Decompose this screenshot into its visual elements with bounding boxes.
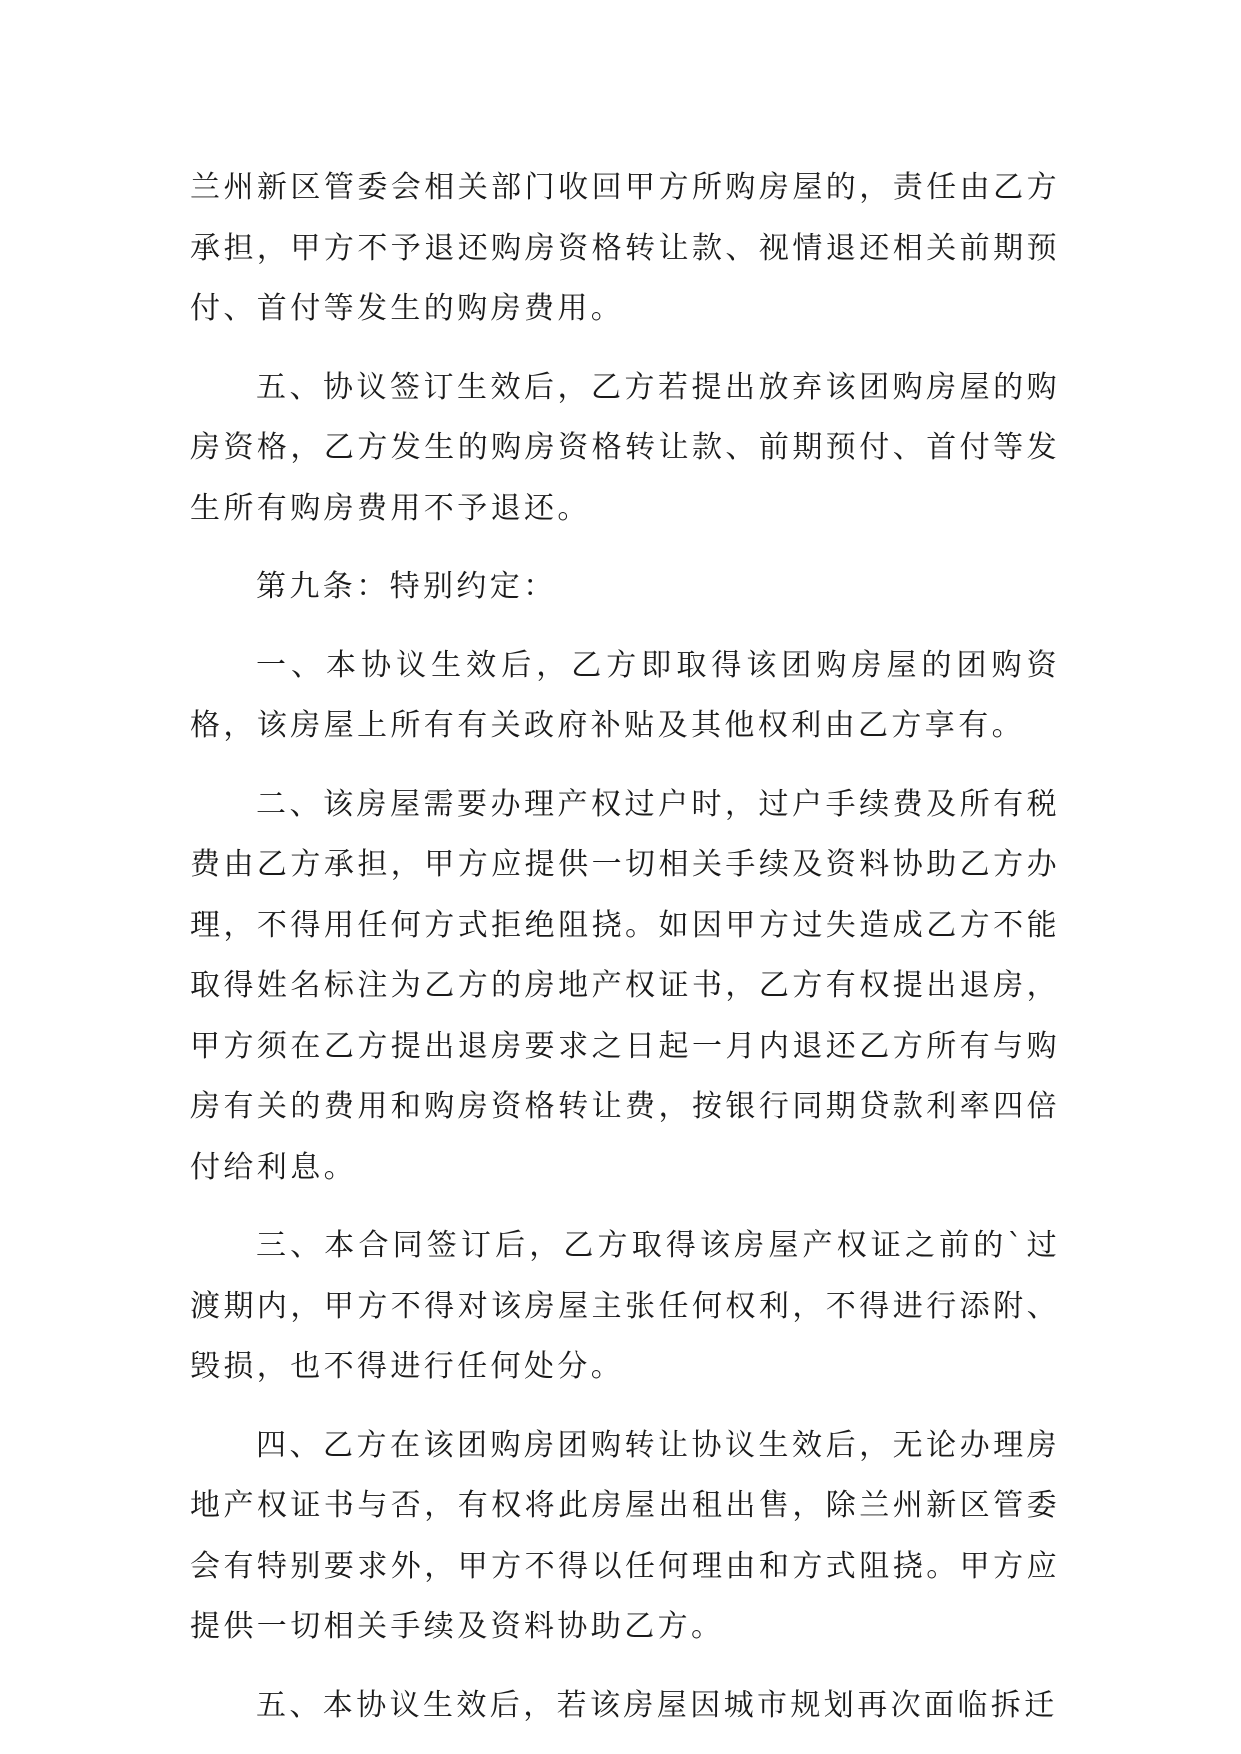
paragraph-clause-5-waiver: 五、协议签订生效后，乙方若提出放弃该团购房屋的购房资格，乙方发生的购房资格转让款、前期预付、首付等发生所有购房费用不予退还。 bbox=[190, 369, 1060, 526]
article-9-heading: 第九条：特别约定： bbox=[256, 569, 557, 604]
paragraph-clause-4: 四、乙方在该团购房团购转让协议生效后，无论办理房地产权证书与否，有权将此房屋出租出售，除兰州新区管委会有特别要求外，甲方不得以任何理由和方式阻挠。甲方应提供一切相关手续及资料协助乙方。 bbox=[190, 1427, 1060, 1644]
paragraph-continuation: 兰州新区管委会相关部门收回甲方所购房屋的，责任由乙方承担，甲方不予退还购房资格转让款、视情退还相关前期预付、首付等发生的购房费用。 bbox=[190, 170, 1060, 326]
paragraph-clause-1: 一、本协议生效后，乙方即取得该团购房屋的团购资格，该房屋上所有有关政府补贴及其他权利由乙方享有。 bbox=[190, 647, 1060, 743]
document-body bbox=[190, 158, 1060, 1754]
paragraph-clause-5: 五、本协议生效后，若该房屋因城市规划再次面临拆迁 bbox=[256, 1687, 1058, 1723]
paragraph-clause-2: 二、该房屋需要办理产权过户时，过户手续费及所有税费由乙方承担，甲方应提供一切相关手续及资料协助乙方办理，不得用任何方式拒绝阻挠。如因甲方过失造成乙方不能取得姓名标注为乙方的房地产权证书，乙方有权提出退房，甲方须在乙方提出退房要求之日起一月内退还乙方所有与购房有关的费用和购房资格转让费，按银行同期贷款利率四倍付给利息。 bbox=[190, 786, 1060, 1185]
paragraph-clause-3: 三、本合同签订后，乙方取得该房屋产权证之前的`过渡期内，甲方不得对该房屋主张任何权利，不得进行添附、毁损，也不得进行任何处分。 bbox=[190, 1228, 1060, 1384]
